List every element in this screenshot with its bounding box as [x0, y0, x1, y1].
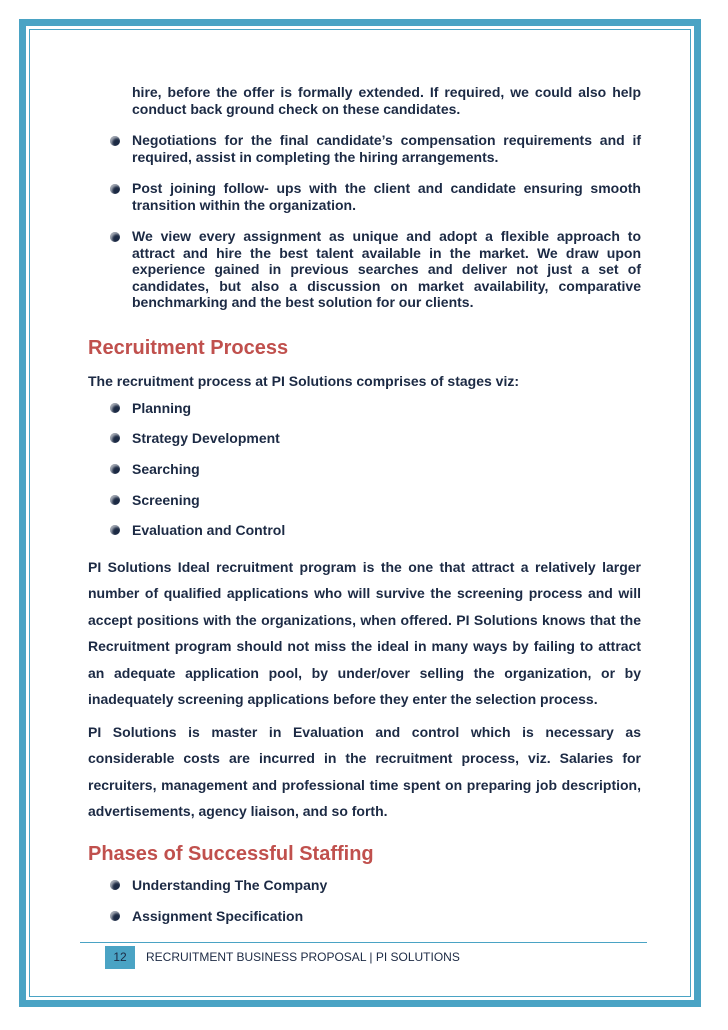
- footer-text: RECRUITMENT BUSINESS PROPOSAL | PI SOLUTIONS: [146, 950, 460, 964]
- bullet-continuation: hire, before the offer is formally extended. If required, we could also help conduct back ground check on these candidates.: [132, 84, 641, 117]
- list-item-text: Post joining follow- ups with the client and candidate ensuring smooth transition within the organization.: [132, 180, 641, 213]
- recruitment-paragraph-2: PI Solutions is master in Evaluation and control which is necessary as considerable costs are incurred in the recruitment process, viz. Salaries for recruiters, management and professional time spent on preparing job description, advertisements, agency liaison, and so forth.: [88, 723, 641, 820]
- stage-label: Searching: [132, 460, 200, 477]
- recruitment-paragraph-1: PI Solutions Ideal recruitment program is the one that attract a relatively larger number of qualified applications who will survive the screening process and will accept positions with the organizations, when offered. PI Solutions knows that the Recruitment program should not miss the ideal in many ways by failing to attract an adequate application pool, by under/over selling the organization, or by inadequately screening applications before they enter the selection process.: [88, 558, 641, 708]
- page-footer: [80, 942, 647, 969]
- bullet-icon: [110, 495, 120, 505]
- list-item: [88, 907, 641, 938]
- phases-list: [88, 876, 641, 937]
- recruitment-process-heading: Recruitment Process: [88, 336, 289, 359]
- list-item: [88, 429, 641, 460]
- bullet-icon: [110, 136, 120, 146]
- bullet-icon: [110, 464, 120, 474]
- bullet-icon: [110, 525, 120, 535]
- stage-label: Evaluation and Control: [132, 522, 286, 539]
- bullet-icon: [110, 911, 120, 921]
- bullet-icon: [110, 232, 120, 242]
- stage-label: Planning: [132, 399, 192, 416]
- phase-label: Understanding The Company: [132, 876, 328, 893]
- page-content: [88, 84, 641, 937]
- list-item: [88, 460, 641, 491]
- list-item: [88, 521, 641, 552]
- phases-heading: Phases of Successful Staffing: [88, 842, 374, 865]
- list-item: [88, 132, 641, 165]
- list-item: [88, 399, 641, 430]
- stage-label: Strategy Development: [132, 430, 280, 447]
- list-item: [88, 876, 641, 907]
- services-bullet-list: [88, 132, 641, 311]
- bullet-icon: [110, 403, 120, 413]
- list-item: [88, 228, 641, 311]
- stage-label: Screening: [132, 491, 200, 508]
- bullet-icon: [110, 184, 120, 194]
- list-item: [88, 491, 641, 522]
- bullet-icon: [110, 880, 120, 890]
- bullet-icon: [110, 433, 120, 443]
- phase-label: Assignment Specification: [132, 907, 304, 924]
- list-item-text: Negotiations for the final candidate’s compensation requirements and if required, assist in completing the hiring arrangements.: [132, 132, 641, 165]
- list-item: [88, 180, 641, 213]
- list-item-text: We view every assignment as unique and adopt a flexible approach to attract and hire the best talent available in the market. We draw upon experience gained in previous searches and deliver not just a set of candidates, but also a discussion on market availability, comparative benchmarking and the best solution for our clients.: [132, 228, 641, 310]
- recruitment-intro: The recruitment process at PI Solutions comprises of stages viz:: [88, 372, 520, 389]
- stages-list: [88, 399, 641, 552]
- page-number: 12: [105, 946, 135, 969]
